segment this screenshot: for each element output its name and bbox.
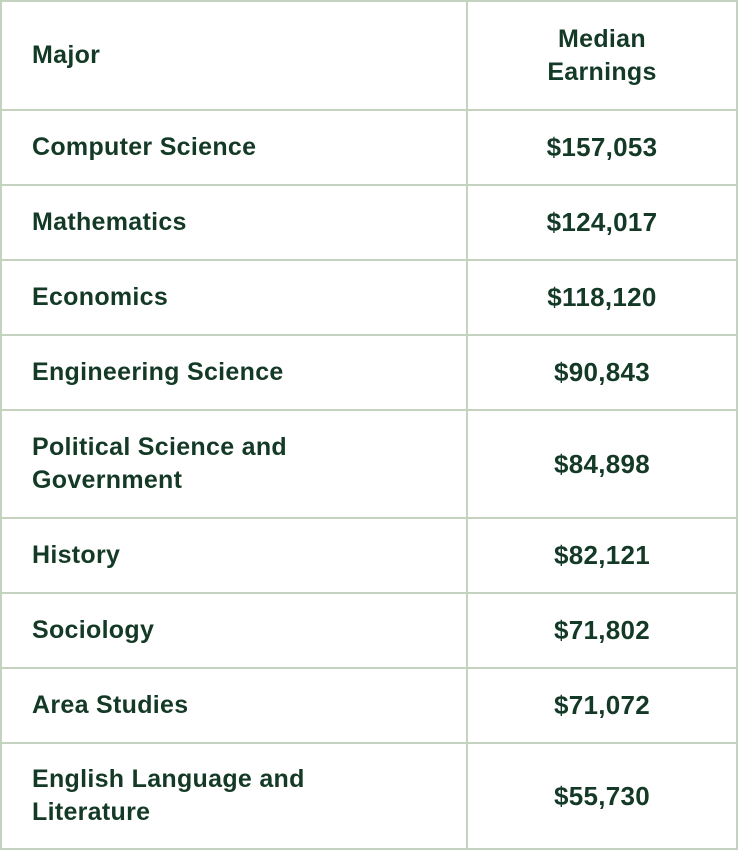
major-name: Computer Science <box>32 133 257 161</box>
header-major <box>2 2 468 111</box>
row-earnings <box>468 594 736 669</box>
major-name: Sociology <box>32 616 155 644</box>
row-earnings <box>468 519 736 594</box>
row-major <box>2 111 468 186</box>
earnings-value: $118,120 <box>547 282 657 312</box>
row-earnings <box>468 744 736 848</box>
row-major <box>2 411 468 519</box>
earnings-value: $84,898 <box>553 448 651 479</box>
earnings-value: $82,121 <box>553 540 651 570</box>
major-name: Economics <box>32 283 169 311</box>
header-earnings-label: Median Earnings <box>547 24 657 86</box>
earnings-value: $90,843 <box>553 357 651 387</box>
row-major <box>2 336 468 411</box>
major-name: History <box>32 541 121 569</box>
header-earnings <box>468 2 736 111</box>
row-earnings <box>468 111 736 186</box>
major-name: Area Studies <box>32 691 189 719</box>
header-major-label: Major <box>32 41 101 69</box>
row-earnings <box>468 336 736 411</box>
row-major <box>2 519 468 594</box>
row-major <box>2 669 468 744</box>
major-name: English Language and Literature <box>32 765 305 826</box>
major-name: Engineering Science <box>32 358 284 386</box>
row-earnings <box>468 669 736 744</box>
row-earnings <box>468 186 736 261</box>
earnings-value: $124,017 <box>546 207 658 237</box>
earnings-value: $71,072 <box>553 690 651 720</box>
row-earnings <box>468 261 736 336</box>
earnings-value: $71,802 <box>553 615 651 645</box>
major-name: Political Science and Government <box>32 433 288 494</box>
earnings-value: $157,053 <box>546 132 658 162</box>
row-major <box>2 186 468 261</box>
row-earnings <box>468 411 736 519</box>
row-major <box>2 594 468 669</box>
major-name: Mathematics <box>32 208 187 236</box>
row-major <box>2 261 468 336</box>
row-major <box>2 744 468 848</box>
earnings-value: $55,730 <box>553 780 651 811</box>
